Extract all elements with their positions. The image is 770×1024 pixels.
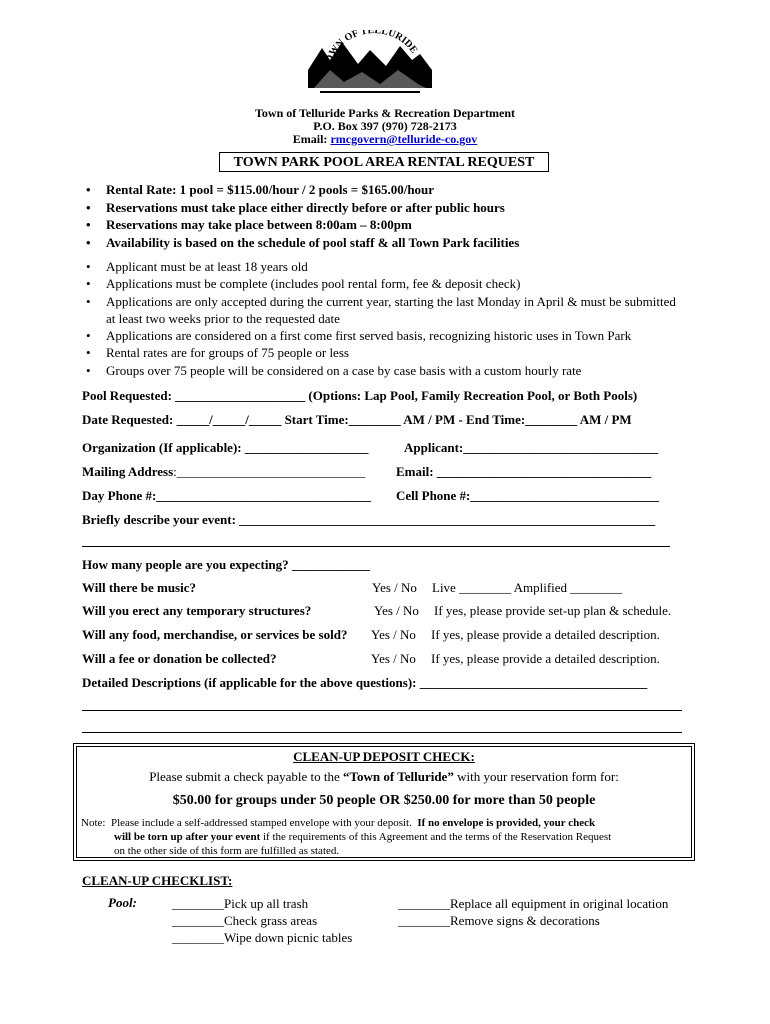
checklist-item[interactable]: ________Pick up all trash xyxy=(172,896,309,911)
pool-requested-field[interactable]: Pool Requested: ____________________ (Options: Lap Pool, Family Recreation Pool, or Both Pools) xyxy=(82,388,638,403)
email-field[interactable]: Email: _________________________________ xyxy=(396,464,652,479)
checklist-item[interactable]: ________Remove signs & decorations xyxy=(398,913,600,928)
structures-question: Will you erect any temporary structures? xyxy=(82,603,312,618)
checklist-item[interactable]: ________Wipe down picnic tables xyxy=(172,930,353,945)
note-text: Please include a self-addressed stamped envelope with your deposit. xyxy=(110,817,412,829)
deposit-amount: $50.00 for groups under 50 people OR $250.00 for more than 50 people xyxy=(172,793,596,808)
list-item: • Rental Rate: 1 pool = $115.00/hour / 2 pools = $165.00/hour xyxy=(82,181,682,199)
food-detail: If yes, please provide a detailed description. xyxy=(431,627,660,642)
deposit-note xyxy=(81,816,691,830)
checklist-item[interactable]: ________Replace all equipment in original location xyxy=(398,896,669,911)
food-question: Will any food, merchandise, or services be sold? xyxy=(82,627,348,642)
deposit-instruction-pre: Please submit a check payable to the xyxy=(149,769,344,784)
structures-detail: If yes, please provide set-up plan & schedule. xyxy=(434,603,672,618)
mailing-address-blank[interactable]: :_____________________________ xyxy=(173,464,366,479)
rules-list xyxy=(82,258,682,379)
music-yes-no[interactable]: Yes / No xyxy=(372,580,417,595)
deposit-box xyxy=(73,743,695,861)
music-question: Will there be music? xyxy=(82,580,196,595)
fee-question: Will a fee or donation be collected? xyxy=(82,651,277,666)
blank-line[interactable] xyxy=(82,732,682,733)
deposit-instruction-post: with your reservation form for: xyxy=(453,769,619,784)
list-item: • Reservations may take place between 8:00am – 8:00pm xyxy=(82,216,682,234)
page-title: TOWN PARK POOL AREA RENTAL REQUEST xyxy=(219,152,549,172)
note-warning-cont: will be torn up after your event xyxy=(114,831,261,843)
note-end: on the other side of this form are fulfilled as stated. xyxy=(114,845,340,857)
mailing-address-field[interactable] xyxy=(82,464,365,480)
fee-detail: If yes, please provide a detailed description. xyxy=(431,651,660,666)
applicant-field[interactable]: Applicant:______________________________ xyxy=(404,440,659,455)
payee-name: “Town of Telluride” xyxy=(343,769,454,784)
blank-line[interactable] xyxy=(82,710,682,711)
note-warning: If no envelope is provided, your check xyxy=(417,817,596,829)
note-label: Note: xyxy=(81,817,106,829)
day-phone-field[interactable]: Day Phone #:_________________________________ xyxy=(82,488,371,503)
detailed-descriptions-field[interactable]: Detailed Descriptions (if applicable for the above questions): ___________________________________ xyxy=(82,675,648,690)
checklist-heading: CLEAN-UP CHECKLIST: xyxy=(82,873,233,888)
list-item: • Applicant must be at least 18 years old xyxy=(82,258,682,275)
list-item: • Groups over 75 people will be considered on a case by case basis with a custom hourly rate xyxy=(82,362,682,379)
list-item: • Applications must be complete (includes pool rental form, fee & deposit check) xyxy=(82,275,682,292)
checklist-item[interactable]: ________Check grass areas xyxy=(172,913,318,928)
fee-yes-no[interactable]: Yes / No xyxy=(371,651,416,666)
town-logo xyxy=(300,30,440,105)
event-description-field[interactable]: Briefly describe your event: ________________________________________________________________ xyxy=(82,512,656,527)
list-item: • Availability is based on the schedule of pool staff & all Town Park facilities xyxy=(82,234,682,252)
list-item: • Rental rates are for groups of 75 people or less xyxy=(82,344,682,361)
deposit-heading: CLEAN-UP DEPOSIT CHECK: xyxy=(293,749,475,764)
logo-text: TOWN OF TELLURIDE xyxy=(321,30,420,71)
food-yes-no[interactable]: Yes / No xyxy=(371,627,416,642)
list-item: • Applications are only accepted during the current year, starting the last Monday in April & must be submitted at least two weeks prior to the requested date xyxy=(82,293,682,328)
mailing-address-label: Mailing Address xyxy=(82,464,174,479)
list-item: • Applications are considered on a first come first served basis, recognizing historic uses in Town Park xyxy=(82,327,682,344)
email-link[interactable]: rmcgovern@telluride-co.gov xyxy=(330,132,478,146)
rules-bold-list xyxy=(82,181,682,251)
blank-line[interactable] xyxy=(82,546,670,547)
checklist-right xyxy=(398,895,668,929)
department-name: Town of Telluride Parks & Recreation Department xyxy=(255,106,515,120)
department-address: P.O. Box 397 (970) 728-2173 xyxy=(313,119,457,133)
organization-field[interactable]: Organization (If applicable): ___________________ xyxy=(82,440,369,455)
note-condition: if the requirements of this Agreement and the terms of the Reservation Request xyxy=(260,831,612,843)
email-label: Email: xyxy=(292,132,328,146)
department-email-line xyxy=(0,133,770,146)
date-requested-field[interactable]: Date Requested: _____/_____/_____ Start Time:________ AM / PM - End Time:________ AM / PM xyxy=(82,412,632,427)
music-detail[interactable]: Live ________ Amplified ________ xyxy=(432,580,623,595)
deposit-note-line2 xyxy=(114,830,694,844)
deposit-instruction xyxy=(74,769,694,785)
pool-label: Pool: xyxy=(108,895,137,910)
cell-phone-field[interactable]: Cell Phone #:_____________________________ xyxy=(396,488,659,503)
structures-yes-no[interactable]: Yes / No xyxy=(374,603,419,618)
checklist-left xyxy=(172,895,352,946)
list-item: • Reservations must take place either directly before or after public hours xyxy=(82,199,682,217)
attendance-field[interactable]: How many people are you expecting? ____________ xyxy=(82,557,370,572)
